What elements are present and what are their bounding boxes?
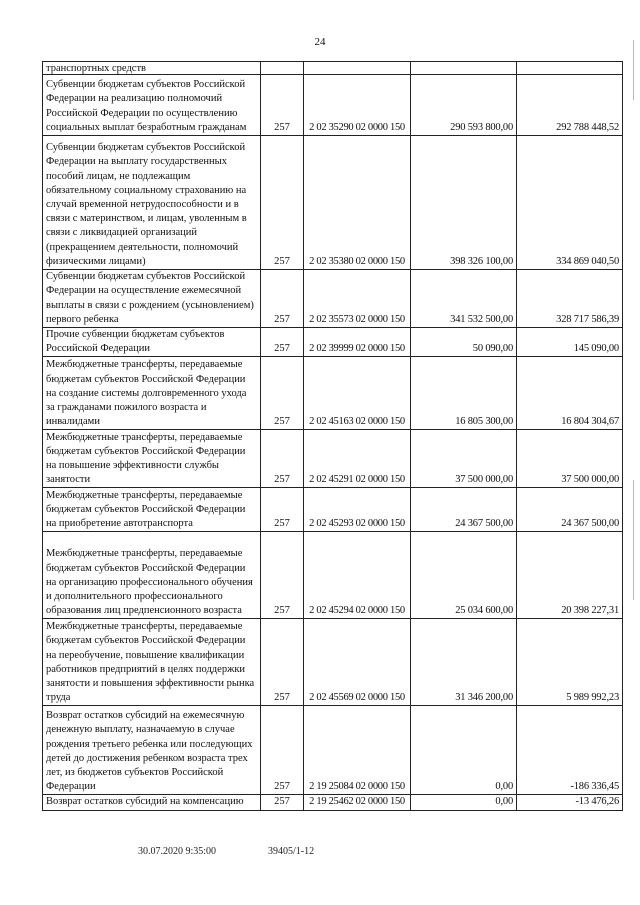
row-name-cell: Межбюджетные трансферты, передаваемые бюджетам субъектов Российской Федерации на переобучение, повышение квалификации работников предприятий в целях поддержки занятости и повышения эффективности рынка труда — [43, 619, 261, 706]
table-row — [43, 619, 623, 706]
row-code-cell: 257 — [261, 619, 304, 706]
table-row — [43, 328, 623, 357]
row-name-cell: транспортных средств — [43, 62, 261, 75]
row-kbk-cell: 2 02 45294 02 0000 150 — [304, 532, 411, 619]
row-kbk-cell — [304, 62, 411, 75]
row-kbk-cell: 2 19 25084 02 0000 150 — [304, 706, 411, 795]
table-row — [43, 62, 623, 75]
row-name-cell: Прочие субвенции бюджетам субъектов Российской Федерации — [43, 328, 261, 357]
row-name-cell: Возврат остатков субсидий на ежемесячную денежную выплату, назначаемую в случае рождения третьего ребенка или последующих детей до достижения ребенком возраста трех лет, из бюджетов субъектов Российской Федерации — [43, 706, 261, 795]
row-kbk-cell: 2 02 45569 02 0000 150 — [304, 619, 411, 706]
scan-edge-mark — [633, 480, 634, 600]
row-plan-cell: 0,00 — [411, 706, 517, 795]
row-code-cell: 257 — [261, 488, 304, 532]
row-name-cell: Межбюджетные трансферты, передаваемые бюджетам субъектов Российской Федерации на повышение эффективности службы занятости — [43, 430, 261, 488]
table-row — [43, 357, 623, 430]
row-name-cell: Межбюджетные трансферты, передаваемые бюджетам субъектов Российской Федерации на организацию профессионального обучения и дополнительного профессионального образования лиц предпенсионного возраста — [43, 532, 261, 619]
row-kbk-cell: 2 02 45291 02 0000 150 — [304, 430, 411, 488]
row-plan-cell: 31 346 200,00 — [411, 619, 517, 706]
row-kbk-cell: 2 19 25462 02 0000 150 — [304, 795, 411, 810]
row-plan-cell: 25 034 600,00 — [411, 532, 517, 619]
row-code-cell: 257 — [261, 357, 304, 430]
table-row — [43, 488, 623, 532]
row-plan-cell: 341 532 500,00 — [411, 270, 517, 328]
page-number: 24 — [314, 36, 326, 48]
row-name-cell: Возврат остатков субсидий на компенсацию — [43, 795, 261, 810]
table-row — [43, 75, 623, 136]
row-kbk-cell: 2 02 39999 02 0000 150 — [304, 328, 411, 357]
row-plan-cell: 16 805 300,00 — [411, 357, 517, 430]
row-name-cell: Субвенции бюджетам субъектов Российской Федерации на реализацию полномочий Российской Федерации по осуществлению социальных выплат безработным гражданам — [43, 75, 261, 136]
row-code-cell: 257 — [261, 270, 304, 328]
row-fact-cell — [517, 62, 623, 75]
table-row — [43, 430, 623, 488]
footer-date: 30.07.2020 9:35:00 — [138, 846, 217, 857]
table-row — [43, 532, 623, 619]
row-plan-cell: 290 593 800,00 — [411, 75, 517, 136]
table-row — [43, 270, 623, 328]
scan-edge-mark — [633, 40, 634, 100]
row-fact-cell: 24 367 500,00 — [517, 488, 623, 532]
row-code-cell: 257 — [261, 795, 304, 810]
row-fact-cell: 334 869 040,50 — [517, 136, 623, 270]
row-fact-cell: 20 398 227,31 — [517, 532, 623, 619]
footer-doc-id: 39405/1-12 — [268, 846, 315, 857]
row-code-cell: 257 — [261, 136, 304, 270]
row-fact-cell: 5 989 992,23 — [517, 619, 623, 706]
row-name-cell: Межбюджетные трансферты, передаваемые бюджетам субъектов Российской Федерации на создание системы долговременного ухода за гражданами пожилого возраста и инвалидами — [43, 357, 261, 430]
row-fact-cell: -186 336,45 — [517, 706, 623, 795]
row-kbk-cell: 2 02 35380 02 0000 150 — [304, 136, 411, 270]
row-fact-cell: 16 804 304,67 — [517, 357, 623, 430]
row-name-cell: Субвенции бюджетам субъектов Российской Федерации на осуществление ежемесячной выплаты в связи с рождением (усыновлением) первого ребенка — [43, 270, 261, 328]
row-code-cell: 257 — [261, 532, 304, 619]
row-code-cell — [261, 62, 304, 75]
budget-table — [42, 61, 623, 811]
row-name-cell: Межбюджетные трансферты, передаваемые бюджетам субъектов Российской Федерации на приобретение автотранспорта — [43, 488, 261, 532]
row-plan-cell: 37 500 000,00 — [411, 430, 517, 488]
row-kbk-cell: 2 02 35573 02 0000 150 — [304, 270, 411, 328]
row-code-cell: 257 — [261, 430, 304, 488]
row-name-cell: Субвенции бюджетам субъектов Российской Федерации на выплату государственных пособий лицам, не подлежащим обязательному социальному страхованию на случай временной нетрудоспособности и в связи с материнством, и лицам, уволенным в связи с ликвидацией организаций (прекращением деятельности, полномочий физическими лицами) — [43, 136, 261, 270]
row-plan-cell: 0,00 — [411, 795, 517, 810]
row-fact-cell: 328 717 586,39 — [517, 270, 623, 328]
table-row — [43, 795, 623, 810]
row-fact-cell: -13 476,26 — [517, 795, 623, 810]
row-code-cell: 257 — [261, 328, 304, 357]
row-kbk-cell: 2 02 45293 02 0000 150 — [304, 488, 411, 532]
row-kbk-cell: 2 02 45163 02 0000 150 — [304, 357, 411, 430]
row-code-cell: 257 — [261, 706, 304, 795]
row-fact-cell: 292 788 448,52 — [517, 75, 623, 136]
table-body — [43, 62, 623, 811]
row-kbk-cell: 2 02 35290 02 0000 150 — [304, 75, 411, 136]
row-fact-cell: 37 500 000,00 — [517, 430, 623, 488]
row-plan-cell: 398 326 100,00 — [411, 136, 517, 270]
row-fact-cell: 145 090,00 — [517, 328, 623, 357]
row-plan-cell: 50 090,00 — [411, 328, 517, 357]
row-plan-cell: 24 367 500,00 — [411, 488, 517, 532]
table-row — [43, 136, 623, 270]
row-plan-cell — [411, 62, 517, 75]
table-row — [43, 706, 623, 795]
row-code-cell: 257 — [261, 75, 304, 136]
